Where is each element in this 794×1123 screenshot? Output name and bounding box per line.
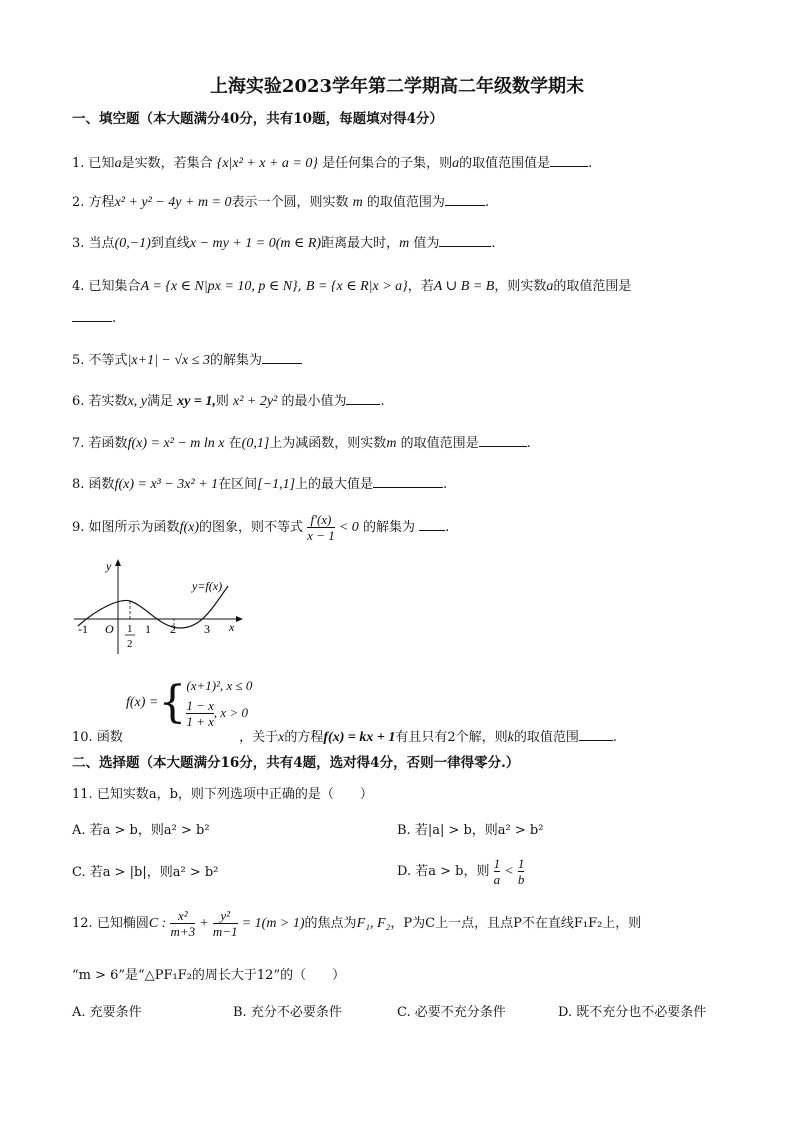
question-11: 11. 已知实数a，b，则下列选项中正确的是（ ） [72,787,373,802]
tick-label: -1 [78,622,88,636]
fraction: $\frac{f'(x)}{x - 1}$ [307,512,335,543]
answer-blank [445,192,485,206]
option-12-a[interactable]: A. 充要条件 [72,1005,142,1020]
option-11-d[interactable]: D. 若a > b，则 $\frac{1}{a}$ < $\frac{1}{b}$ [397,856,525,887]
y-axis-arrow [115,559,121,566]
tick-label: 2 [170,622,176,636]
option-11-b[interactable]: B. 若|a| > b，则a² > b² [397,823,544,838]
answer-blank [479,433,527,447]
question-12: 12. 已知椭圆C : $\frac{\text{x²}}{m+3}$ + $\frac{\text{y²}}{m-1}$ = 1(m > 1)的焦点为F₁, F₂，P为C上一点，且点P不在直线F₁F₂上，则 [72,908,642,939]
y-axis-label: y [106,559,112,573]
question-3: 3. 当点(0,−1)到直线x − my + 1 = 0(m ∈ R)距离最大时，m 值为 . [72,233,496,253]
question-8: 8. 函数f(x) = x³ − 3x² + 1在区间[−1,1]上的最大值是 . [72,474,447,494]
question-7: 7. 若函数f(x) = x² − m ln x 在(0,1]上为减函数，则实数m 的取值范围是 . [72,433,531,453]
answer-blank [262,350,302,364]
answer-blank [579,727,613,741]
tick-label: 3 [204,622,210,636]
option-12-b[interactable]: B. 充分不必要条件 [233,1005,342,1020]
tick-label-half-denominator: 2 [127,638,133,650]
tick-label: 1 [145,622,151,636]
answer-blank [419,517,445,531]
piecewise-function: f(x) = { (x+1)², x ≤ 0 $\frac{1 - x}{1 + x}$ , x > 0 [126,677,253,729]
option-11-c[interactable]: C. 若a > |b|，则a² > b² [72,865,219,880]
answer-blank [346,391,380,405]
question-2: 2. 方程x² + y² − 4y + m = 0表示一个圆，则实数 m 的取值范围为 . [72,192,489,212]
option-12-d[interactable]: D. 既不充分也不必要条件 [558,1005,707,1020]
case-2: $\frac{1 - x}{1 + x}$ , x > 0 [186,697,248,729]
question-5: 5. 不等式|x+1| − √x ≤ 3的解集为 [72,350,302,370]
question-4-cont: . [72,308,116,328]
page-title: 上海实验2023学年第二学期高二年级数学期末 [209,76,585,97]
question-4: 4. 已知集合A = {x ∈ N|px = 10, p ∈ N}, B = {x ∈ R|x > a}，若A ∪ B = B，则实数a的取值范围是 [72,279,632,294]
section-2-heading: 二、选择题（本大题满分16分，共有4题，选对得4分，否则一律得零分.） [72,755,520,771]
function-graph [68,556,248,656]
answer-blank [550,153,588,167]
question-9: 9. 如图所示为函数f(x)的图象，则不等式 $\frac{f'(x)}{x - 1}$ < 0 的解集为 . [72,512,450,543]
question-1: 1. 已知a是实数，若集合 {x|x² + x + a = 0} 是任何集合的子集，则a的取值范围值是 . [72,153,592,173]
left-brace: { [158,677,187,728]
origin-label: O [105,622,114,636]
x-axis-arrow [236,616,243,622]
question-10: 10. 函数 ，关于x的方程f(x) = kx + 1有且只有2个解，则k的取值范围 . [72,727,617,747]
option-11-a[interactable]: A. 若a > b，则a² > b² [72,823,210,838]
answer-blank [439,233,491,247]
set-expression: {x|x² + x + a = 0} [216,156,318,171]
x-axis-label: x [229,620,235,634]
tick-label-half-numerator: 1 [127,623,133,635]
question-6: 6. 若实数x, y满足 xy = 1,则 x² + 2y² 的最小值为 . [72,391,385,411]
section-1-heading: 一、填空题（本大题满分40分，共有10题，每题填对得4分） [72,111,443,127]
question-12-line-2: “m > 6”是“△PF₁F₂的周长大于12”的（ ） [72,968,346,983]
option-12-c[interactable]: C. 必要不充分条件 [397,1005,506,1020]
curve-label: y=f(x) [192,579,223,593]
case-1: (x+1)², x ≤ 0 [186,677,253,693]
answer-blank [373,474,443,488]
answer-blank [72,308,112,322]
